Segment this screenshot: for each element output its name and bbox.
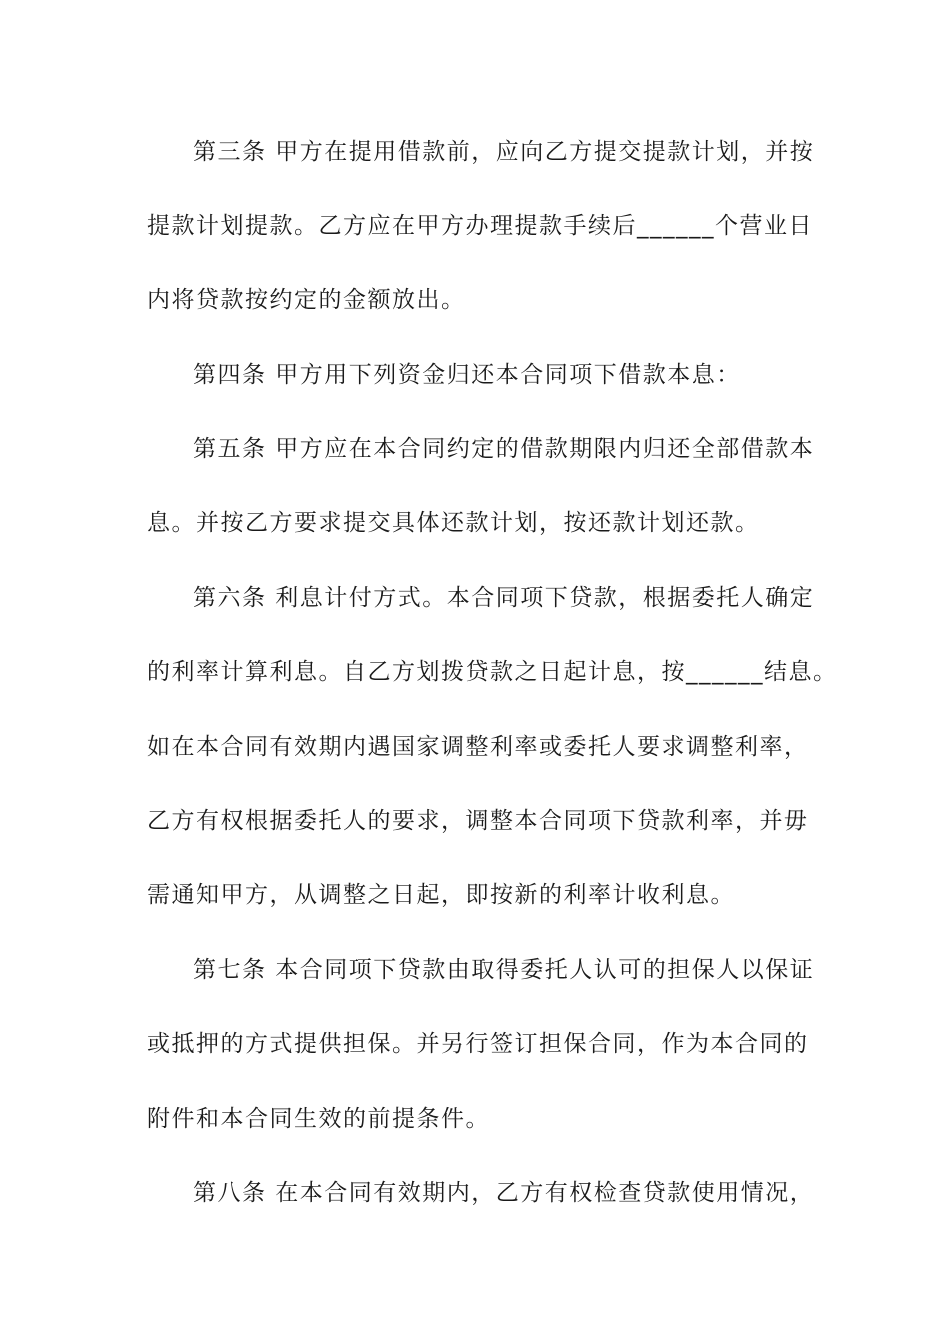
article-7-line-3: 附件和本合同生效的前提条件。 <box>147 1106 490 1132</box>
article-7-line-1: 第七条 本合同项下贷款由取得委托人认可的担保人以保证 <box>193 957 815 983</box>
article-6-line-2: 的利率计算利息。自乙方划拨贷款之日起计息，按______结息。 <box>147 659 838 685</box>
article-7-line-2: 或抵押的方式提供担保。并另行签订担保合同，作为本合同的 <box>147 1031 809 1057</box>
article-6-line-3: 如在本合同有效期内遇国家调整利率或委托人要求调整利率， <box>147 734 809 760</box>
article-3-line-1: 第三条 甲方在提用借款前，应向乙方提交提款计划，并按 <box>193 139 815 165</box>
article-3-line-2: 提款计划提款。乙方应在甲方办理提款手续后______个营业日 <box>147 213 813 239</box>
article-3-line-3: 内将贷款按约定的金额放出。 <box>147 287 466 313</box>
article-5-line-1: 第五条 甲方应在本合同约定的借款期限内归还全部借款本 <box>193 436 815 462</box>
article-5-line-2: 息。并按乙方要求提交具体还款计划，按还款计划还款。 <box>147 510 760 536</box>
article-6-line-1: 第六条 利息计付方式。本合同项下贷款，根据委托人确定 <box>193 585 815 611</box>
article-6-line-5: 需通知甲方，从调整之日起，即按新的利率计收利息。 <box>147 882 735 908</box>
article-4-line-1: 第四条 甲方用下列资金归还本合同项下借款本息： <box>193 362 741 388</box>
article-8-line-1: 第八条 在本合同有效期内，乙方有权检查贷款使用情况， <box>193 1180 815 1206</box>
article-6-line-4: 乙方有权根据委托人的要求，调整本合同项下贷款利率，并毋 <box>147 808 809 834</box>
